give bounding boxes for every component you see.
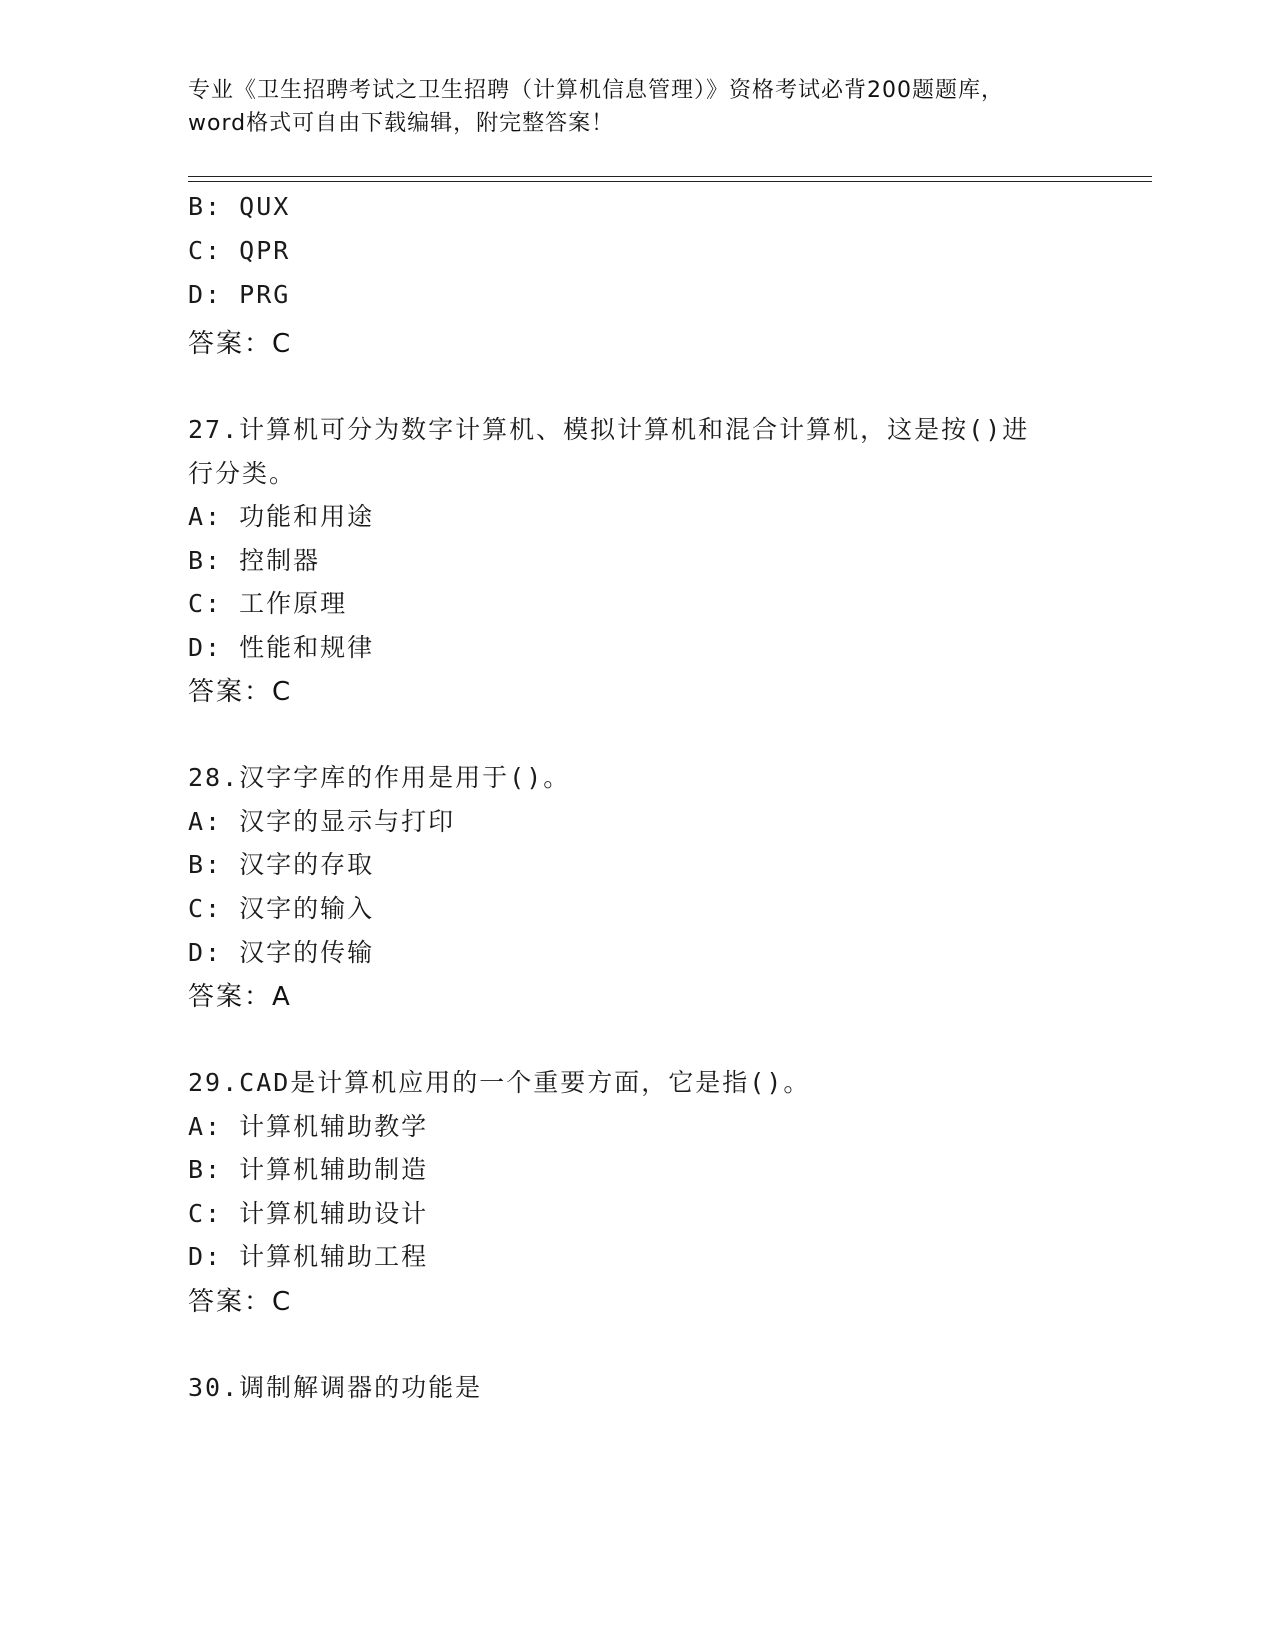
q28-stem: 28.汉字字库的作用是用于()。 bbox=[188, 763, 571, 792]
q27-option-c: C: 工作原理 bbox=[188, 589, 348, 618]
q27-option-a: A: 功能和用途 bbox=[188, 502, 375, 531]
q27-stem-line-1: 27.计算机可分为数字计算机、模拟计算机和混合计算机，这是按()进 bbox=[188, 415, 1030, 444]
prev-option-c: C: QPR bbox=[188, 236, 291, 265]
q29-option-d: D: 计算机辅助工程 bbox=[188, 1242, 429, 1271]
q28-option-a: A: 汉字的显示与打印 bbox=[188, 807, 456, 836]
q27-answer: 答案：C bbox=[188, 677, 293, 707]
q30-stem: 30.调制解调器的功能是 bbox=[188, 1373, 483, 1402]
q29-stem: 29.CAD是计算机应用的一个重要方面，它是指()。 bbox=[188, 1068, 811, 1097]
header-title-line-1: 专业《卫生招聘考试之卫生招聘（计算机信息管理）》资格考试必背200题题库， bbox=[188, 78, 1004, 103]
header-divider-top bbox=[188, 176, 1152, 177]
header-divider-bottom bbox=[188, 181, 1152, 182]
q28-option-d: D: 汉字的传输 bbox=[188, 938, 375, 967]
q29-option-c: C: 计算机辅助设计 bbox=[188, 1199, 429, 1228]
q29-option-b: B: 计算机辅助制造 bbox=[188, 1155, 429, 1184]
q27-option-b: B: 控制器 bbox=[188, 546, 321, 575]
q28-option-c: C: 汉字的输入 bbox=[188, 894, 375, 923]
prev-answer: 答案：C bbox=[188, 329, 293, 359]
header-title-line-2: word格式可自由下载编辑，附完整答案！ bbox=[188, 111, 615, 136]
document-header bbox=[188, 74, 1088, 140]
q28-option-b: B: 汉字的存取 bbox=[188, 850, 375, 879]
q29-answer: 答案：C bbox=[188, 1287, 293, 1317]
q28-answer: 答案：A bbox=[188, 982, 292, 1012]
prev-option-d: D: PRG bbox=[188, 280, 291, 309]
q27-option-d: D: 性能和规律 bbox=[188, 633, 375, 662]
q29-option-a: A: 计算机辅助教学 bbox=[188, 1112, 429, 1141]
prev-option-b: B: QUX bbox=[188, 192, 291, 221]
q27-stem-line-2: 行分类。 bbox=[188, 459, 297, 488]
